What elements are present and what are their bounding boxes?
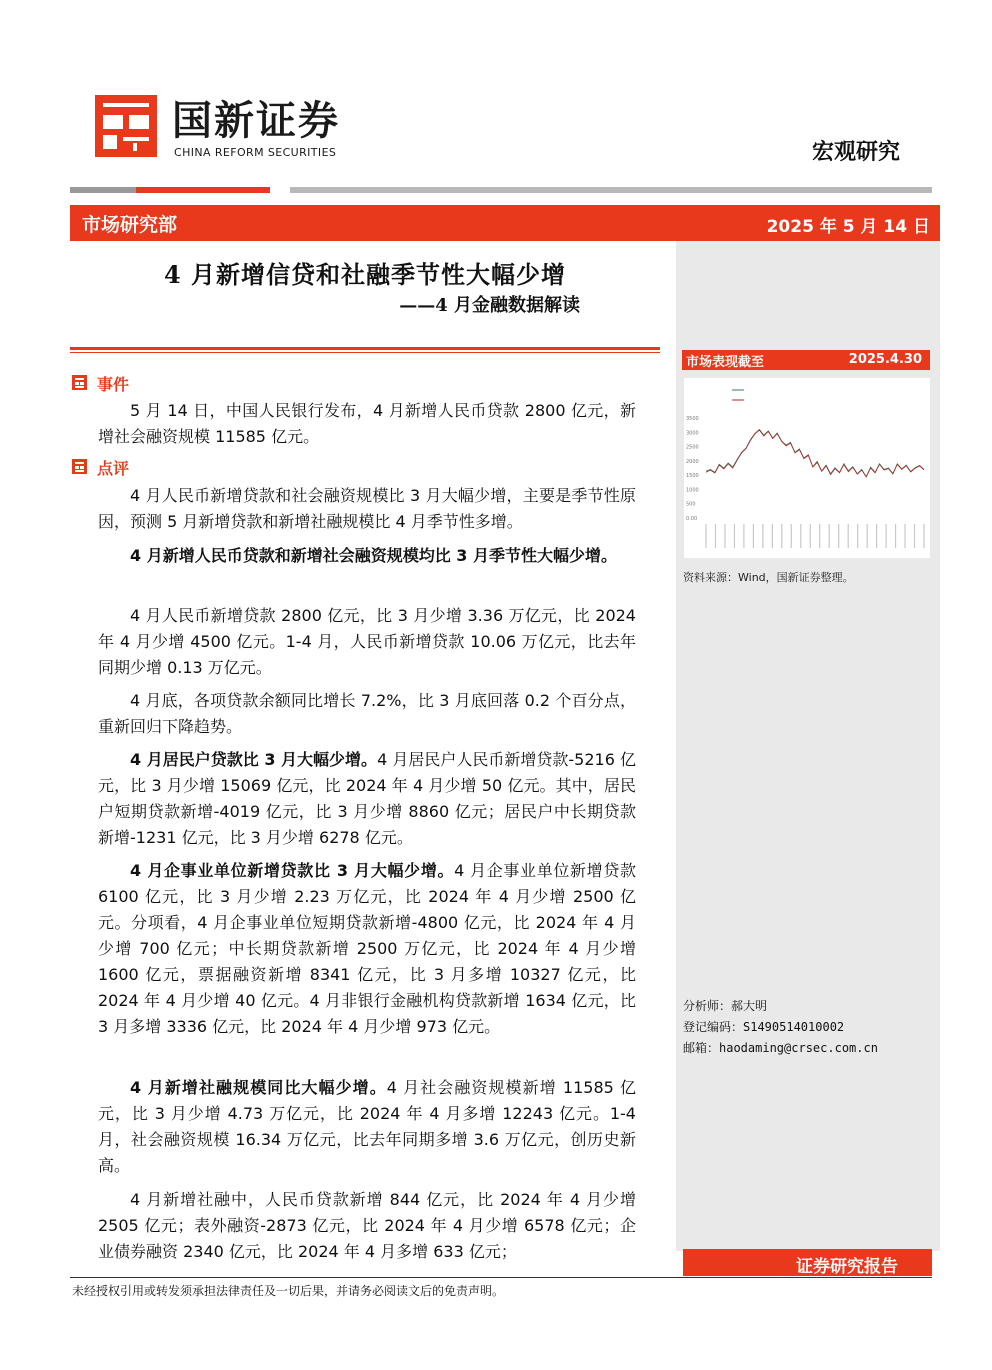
department-name: 市场研究部 [82,214,178,236]
tsf-text: 4 月社会融资规模新增 11585 亿元，比 3 月少增 4.73 万亿元，比 2024 年 4 月多增 12243 亿元。1-4 月，社会融资规模 16.34 万亿元，比去年同期多增 3.6 万亿元，创历史新高。 [98,1078,636,1175]
x-tick-mark [829,524,830,548]
chart-x-axis [705,524,924,548]
chart-series [706,429,924,477]
chart-y-axis [686,416,699,522]
header-rule-gray-right [290,187,932,193]
market-chart-date: 2025.4.30 [848,352,922,367]
x-tick-mark [923,524,924,548]
footer-label: 证券研究报告 [796,1257,898,1277]
market-chart-title: 市场表现截至 [686,355,765,370]
x-tick-mark [848,524,849,548]
paragraph-event: 5 月 14 日，中国人民银行发布，4 月新增人民币贷款 2800 亿元，新增社会融资规模 11585 亿元。 [98,401,636,446]
disclaimer-text: 未经授权引用或转发须承担法律责任及一切后果，并请务必阅读文后的免责声明。 [72,1284,505,1298]
section-heading-event: 事件 [97,375,130,394]
x-tick-mark [800,524,801,548]
section-logo-icon [72,459,87,474]
chart-legend [732,390,744,400]
y-tick-label: 3500 [686,416,699,422]
report-type: 宏观研究 [812,139,901,165]
household-lead: 4 月居民户贷款比 3 月大幅少增。 [130,750,378,769]
paragraph-loans: 4 月人民币新增贷款 2800 亿元，比 3 月少增 3.36 万亿元，比 2024 年 4 月少增 4500 亿元。1-4 月，人民币新增贷款 10.06 万亿元，比去年同期少增 0.13 万亿元。 [98,606,636,677]
x-tick-mark [857,524,858,548]
title-rule-thick [70,347,660,350]
paragraph-summary: 4 月人民币新增贷款和社会融资规模比 3 月大幅少增，主要是季节性原因，预测 5 月新增贷款和新增社融规模比 4 月季节性多增。 [98,486,636,531]
x-tick-mark [705,524,706,548]
report-subtitle: ——4 月金融数据解读 [399,295,580,316]
x-tick-mark [810,524,811,548]
section-heading-comment: 点评 [97,459,130,478]
brand-logo-mark [95,95,157,157]
chart-source-note: 资料来源：Wind，国新证券整理。 [683,571,854,584]
y-tick-label: 0.00 [686,516,698,522]
section-logo-icon [72,375,87,390]
x-tick-mark [781,524,782,548]
tsf-lead: 4 月新增社融规模同比大幅少增。 [130,1078,387,1097]
key-point-text: 4 月新增人民币贷款和新增社会融资规模均比 3 月季节性大幅少增。 [130,546,617,565]
paragraph-tsf [98,1075,636,1179]
x-tick-mark [791,524,792,548]
analyst-registration: 登记编码：S1490514010002 [683,1020,845,1034]
x-tick-mark [914,524,915,548]
x-tick-mark [838,524,839,548]
x-tick-mark [762,524,763,548]
market-chart-svg [684,378,930,558]
header-rule-red [136,187,270,193]
y-tick-label: 1500 [686,473,699,480]
y-tick-label: 2000 [686,458,699,465]
x-tick-mark [895,524,896,548]
series-line-1 [706,429,924,476]
household-text: 4 月居民户人民币新增贷款-5216 亿元，比 3 月少增 15069 亿元，比 2024 年 4 月少增 50 亿元。其中，居民户短期贷款新增-4019 亿元，比 3 月少增 8860 亿元；居民户中长期贷款新增-1231 亿元，比 3 月少增 6278 亿元。 [98,750,636,847]
paragraph-key-point [98,543,636,569]
analyst-email[interactable]: 邮箱：haodaming@crsec.com.cn [683,1041,878,1055]
paragraph-enterprise [98,858,636,1040]
analyst-info [683,996,878,1059]
x-tick-mark [734,524,735,548]
analyst-name: 分析师：郝大明 [683,999,768,1013]
footer-rule [70,1277,932,1278]
y-tick-label: 1000 [686,487,699,494]
brand-name-cn: 国新证券 [172,98,340,144]
x-tick-mark [715,524,716,548]
x-tick-mark [876,524,877,548]
paragraph-tsf-breakdown: 4 月新增社融中，人民币贷款新增 844 亿元，比 2024 年 4 月少增 2505 亿元；表外融资-2873 亿元，比 2024 年 4 月少增 6578 亿元；企业债券融资 2340 亿元，比 2024 年 4 月多增 633 亿元； [98,1190,636,1261]
header-rule-gray-left [70,187,136,193]
y-tick-label: 3000 [686,430,699,437]
market-performance-chart [684,378,930,558]
enterprise-lead: 4 月企事业单位新增贷款比 3 月大幅少增。 [130,861,455,880]
report-title: 4 月新增信贷和社融季节性大幅少增 [163,260,567,289]
enterprise-text: 4 月企事业单位新增贷款 6100 亿元，比 3 月少增 2.23 万亿元，比 2024 年 4 月少增 2500 亿元。分项看，4 月企事业单位短期贷款新增-4800 亿元，比 2024 年 4 月少增 700 亿元；中长期贷款新增 2500 万亿元，比 2024 年 4 月少增 1600 亿元，票据融资新增 8341 亿元，比 3 月多增 10327 亿元，比 2024 年 4 月少增 40 亿元。4 月非银行金融机构贷款新增 1634 亿元，比 3 月多增 3336 亿元，比 2024 年 4 月少增 973 亿元。 [98,861,636,1036]
x-tick-mark [772,524,773,548]
y-tick-label: 500 [686,501,696,508]
report-date: 2025 年 5 月 14 日 [766,217,930,237]
paragraph-household [98,747,636,851]
x-tick-mark [753,524,754,548]
y-tick-label: 2500 [686,444,699,451]
title-rule-thin [70,352,660,353]
x-tick-mark [904,524,905,548]
paragraph-loan-balance: 4 月底，各项贷款余额同比增长 7.2%，比 3 月底回落 0.2 个百分点，重新回归下降趋势。 [98,691,636,736]
x-tick-mark [724,524,725,548]
brand-name-en: CHINA REFORM SECURITIES [174,146,337,159]
x-tick-mark [819,524,820,548]
x-tick-mark [885,524,886,548]
x-tick-mark [867,524,868,548]
series-line-2 [706,430,924,477]
x-tick-mark [743,524,744,548]
